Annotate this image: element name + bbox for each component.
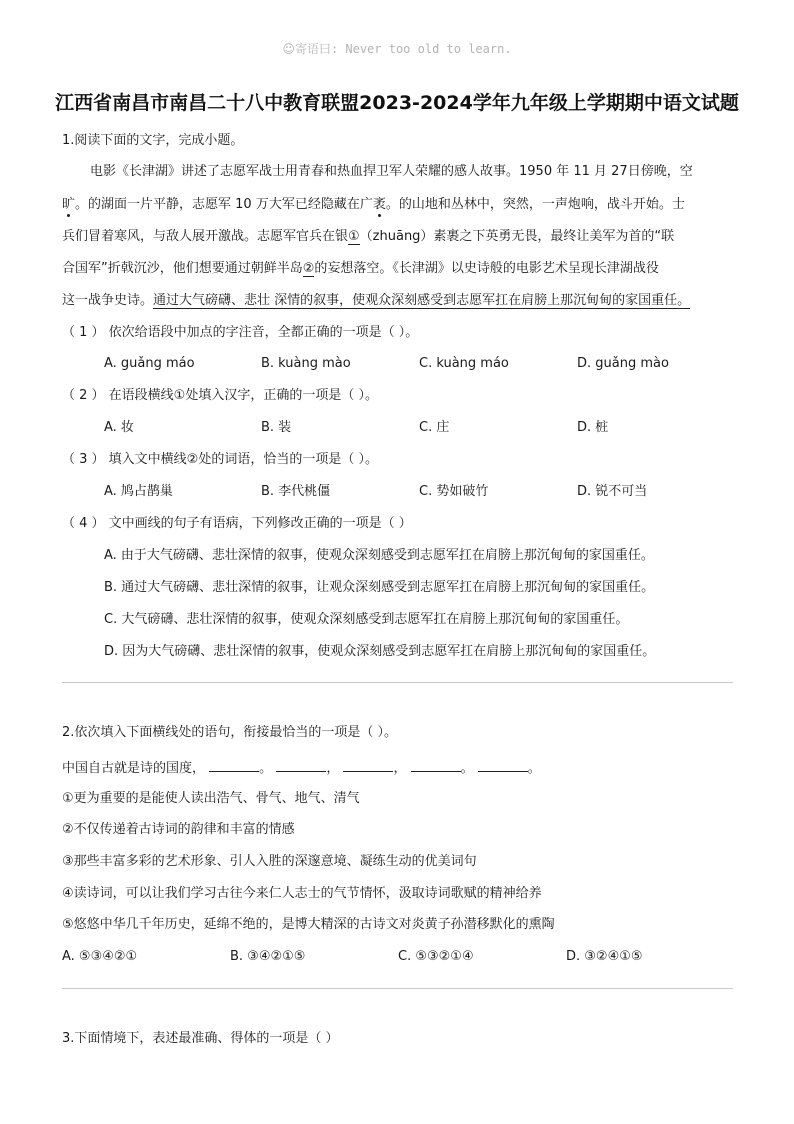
q2-intro: 中国自古就是诗的国度， [62,761,206,776]
q1-sub2-option-d[interactable]: D. 桩 [577,420,609,435]
q1-sub2-option-b[interactable]: B. 装 [261,420,292,435]
q1-sub4-stem: （ 4 ） 文中画线的句子有语病，下列修改正确的一项是（ ） [62,516,412,531]
q2-option-d[interactable]: D. ③②④①⑤ [566,949,643,964]
dotted-char-mao: 袤 [372,197,386,212]
q2-intro-line [62,759,541,777]
q2-sep-2: ， [326,761,340,776]
q1-para-line-2-a: 。的湖面一片平静，志愿军 10 万大军已经隐藏在广 [75,197,373,212]
q1-para-line-4-a: 合国军”折戟沉沙，他们想要通过朝鲜半岛 [62,261,303,276]
dotted-char-kuang: 旷 [62,197,76,212]
q1-sub1-option-a[interactable]: A. guǎng máo [104,356,195,371]
q1-para-line-1: 电影《长津湖》讲述了志愿军战士用青春和热血捍卫军人荣耀的感人故事。1950 年 11 月 27日傍晚，空 [90,164,693,179]
q1-sub2-stem: （ 2 ） 在语段横线①处填入汉字，正确的一项是（ ）。 [62,388,378,403]
divider [62,988,733,989]
q2-option-a[interactable]: A. ⑤③④②① [62,949,138,964]
q2-sep-4: 。 [460,761,474,776]
q1-para-line-3-a: 兵们冒着寒风，与敌人展开激战。志愿军官兵在银 [62,229,349,244]
page-title: 江西省南昌市南昌二十八中教育联盟2023-2024学年九年级上学期期中语文试题 [55,92,739,114]
q1-sub3-option-d[interactable]: D. 锐不可当 [577,484,648,499]
q1-sub4-option-b[interactable]: B. 通过大气磅礴、悲壮深情的叙事，让观众深刻感受到志愿军扛在肩膀上那沉甸甸的家国重任。 [104,580,655,595]
q1-sub1-option-d[interactable]: D. guǎng mào [577,356,669,371]
q1-para-line-3-b: （zhuāng）素裹之下英勇无畏，最终让美军为首的“联 [359,229,675,244]
blank-1: ① [348,229,360,244]
q1-para-line-4-b: 的妄想落空。《长津湖》以史诗般的电影艺术呈现长津湖战役 [314,261,659,276]
blank-2: ② [302,261,315,276]
underlined-sentence: 通过大气磅礴、悲壮 深情的叙事，使观众深刻感受到志愿军扛在肩膀上那沉甸甸的家国重任。 [153,293,691,308]
q3-heading: 3.下面情境下，表述最准确、得体的一项是（ ） [62,1031,339,1046]
fill-blank-4[interactable] [411,759,461,772]
q1-sub1-option-c[interactable]: C. kuàng máo [419,356,509,371]
smile-icon: ☺ [282,42,295,56]
q2-item-1: ①更为重要的是能使人读出浩气、骨气、地气、清气 [62,791,360,806]
q1-sub3-option-a[interactable]: A. 鸠占鹊巢 [104,484,173,499]
fill-blank-3[interactable] [343,759,393,772]
q1-sub1-option-b[interactable]: B. kuàng mào [261,356,351,371]
q1-sub4-option-c[interactable]: C. 大气磅礴、悲壮深情的叙事，使观众深刻感受到志愿军扛在肩膀上那沉甸甸的家国重任。 [104,612,629,627]
q2-option-b[interactable]: B. ③④②①⑤ [230,949,306,964]
fill-blank-1[interactable] [209,759,259,772]
q1-para-line-5-a: 这一战争史诗。 [62,293,154,308]
q1-para-line-4 [62,261,659,277]
q1-para-line-2 [62,197,685,213]
q1-para-line-3 [62,229,674,245]
q1-sub4-option-d[interactable]: D. 因为大气磅礴、悲壮深情的叙事，使观众深刻感受到志愿军扛在肩膀上那沉甸甸的家国重任。 [104,644,656,659]
q2-item-5: ⑤悠悠中华几千年历史，延绵不绝的，是博大精深的古诗文对炎黄子孙潜移默化的熏陶 [62,917,555,932]
q1-para-line-2-b: 。的山地和丛林中，突然，一声炮响，战斗开始。士 [385,197,685,212]
q2-heading: 2.依次填入下面横线处的语句，衔接最恰当的一项是（ ）。 [62,725,398,740]
watermark [0,40,794,57]
watermark-text: 寄语曰: Never too old to learn. [294,42,512,56]
fill-blank-2[interactable] [276,759,326,772]
q1-sub3-option-c[interactable]: C. 势如破竹 [419,484,489,499]
q1-sub3-stem: （ 3 ） 填入文中横线②处的词语，恰当的一项是（ ）。 [62,452,378,467]
q1-sub3-option-b[interactable]: B. 李代桃僵 [261,484,331,499]
q2-item-3: ③那些丰富多彩的艺术形象、引人入胜的深邃意境、凝练生动的优美词句 [62,854,477,869]
fill-blank-5[interactable] [478,759,528,772]
q2-item-4: ④读诗词，可以让我们学习古往今来仁人志士的气节情怀，汲取诗词歌赋的精神给养 [62,886,542,901]
q1-sub4-option-a[interactable]: A. 由于大气磅礴、悲壮深情的叙事，使观众深刻感受到志愿军扛在肩膀上那沉甸甸的家国重任。 [104,548,654,563]
q2-sep-1: 。 [259,761,273,776]
q1-heading: 1.阅读下面的文字，完成小题。 [62,133,244,148]
q1-sub1-stem: （ 1 ） 依次给语段中加点的字注音，全都正确的一项是（ ）。 [62,325,419,340]
q2-item-2: ②不仅传递着古诗词的韵律和丰富的情感 [62,822,295,837]
divider [62,682,733,683]
q1-sub2-option-c[interactable]: C. 庄 [419,420,450,435]
q1-sub2-option-a[interactable]: A. 妆 [104,420,134,435]
q2-option-c[interactable]: C. ⑤③②①④ [398,949,474,964]
q2-sep-5: 。 [527,761,541,776]
q2-sep-3: ， [393,761,407,776]
q1-para-line-5 [62,293,690,309]
